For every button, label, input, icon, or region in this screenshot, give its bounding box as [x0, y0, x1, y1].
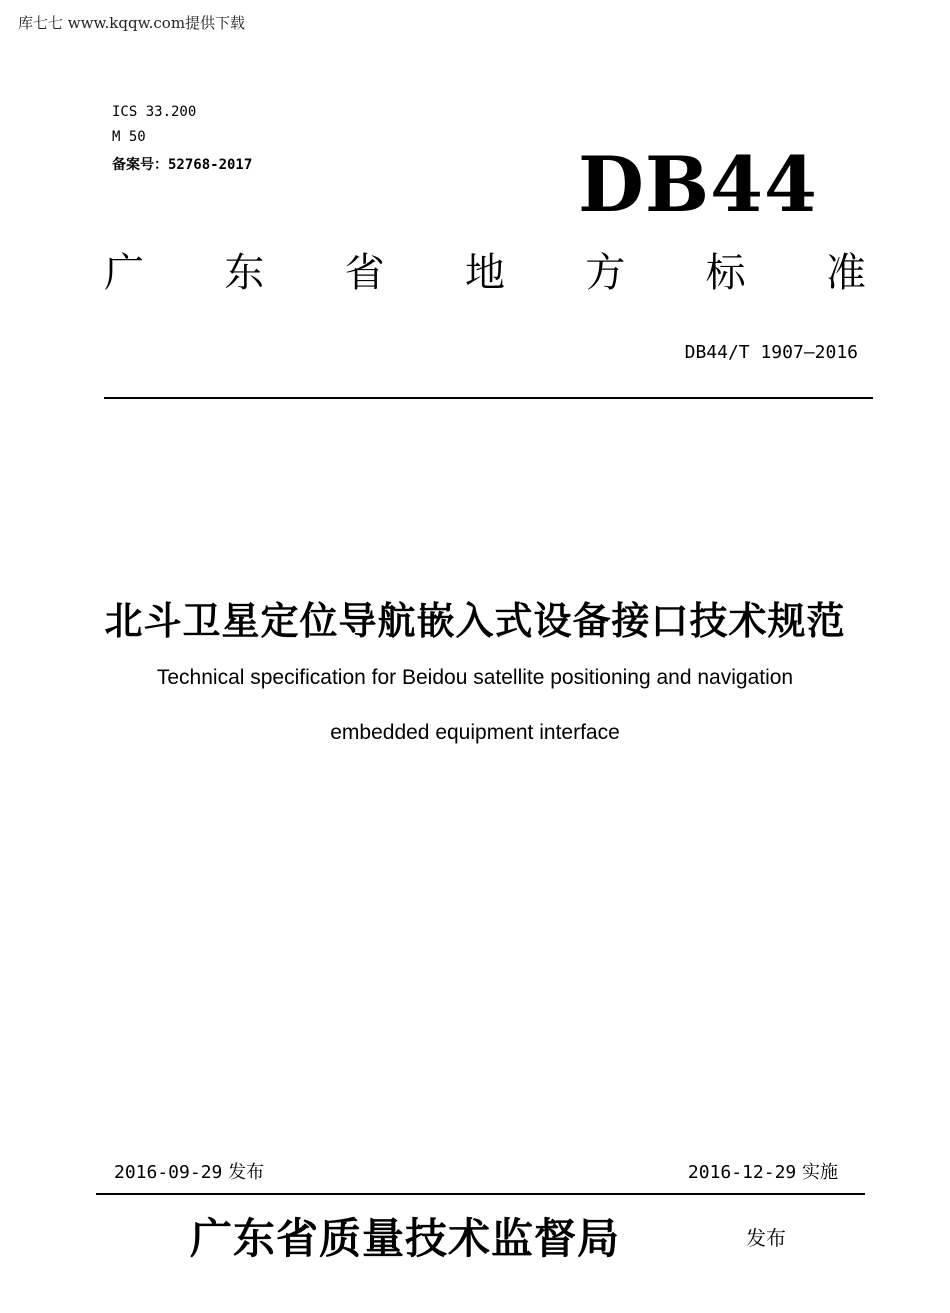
standard-type-char: 标 — [705, 250, 746, 296]
standard-type-char: 东 — [224, 250, 265, 296]
issue-date-label: 发布 — [228, 1162, 265, 1183]
standard-type-char: 地 — [464, 250, 505, 296]
issuer-name: 广东省质量技术监督局 — [190, 1214, 621, 1263]
implement-date — [688, 1158, 838, 1184]
standard-type-char: 广 — [104, 250, 144, 296]
title-english-line-1: Technical specification for Beidou satellite positioning and navigation — [156, 666, 794, 689]
top-divider — [104, 397, 873, 399]
standard-type-char: 省 — [344, 250, 385, 296]
issue-date — [114, 1158, 264, 1184]
implement-date-label: 实施 — [802, 1162, 838, 1183]
implement-date-value: 2016-12-29 — [687, 1162, 797, 1183]
watermark-text: 库七七 www.kqqw.com提供下载 — [18, 14, 246, 32]
title-english-line-2: embedded equipment interface — [330, 721, 620, 744]
issuer-suffix: 发布 — [746, 1226, 786, 1250]
db-code-logo: DB44 — [578, 140, 818, 229]
issue-date-value: 2016-09-29 — [114, 1162, 223, 1183]
title-chinese: 北斗卫星定位导航嵌入式设备接口技术规范 — [104, 599, 846, 643]
record-number: 备案号：52768-2017 — [112, 157, 253, 173]
classification-code: M 50 — [112, 129, 146, 145]
standard-type-char: 准 — [825, 250, 866, 296]
standard-type-char: 方 — [585, 250, 626, 296]
standard-number: DB44/T 1907—2016 — [684, 342, 858, 363]
ics-code: ICS 33.200 — [112, 104, 197, 120]
standard-type-heading — [104, 248, 866, 298]
bottom-divider — [96, 1193, 865, 1195]
